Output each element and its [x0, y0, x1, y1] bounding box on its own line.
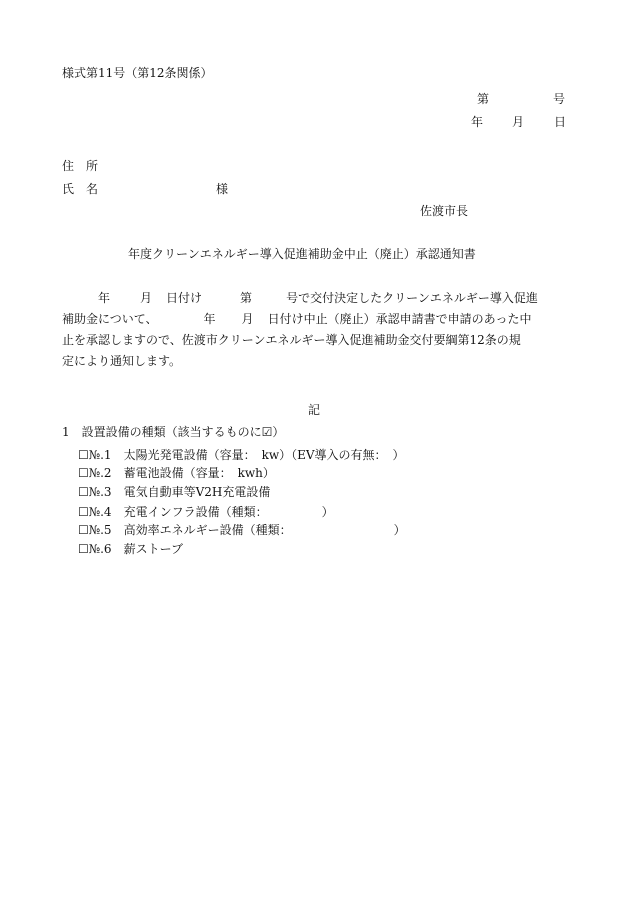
body-paragraph — [62, 288, 562, 372]
name-label: 氏 名 — [62, 182, 99, 196]
body-line-1: 年 月 日付け 第 号で交付決定したクリーンエネルギー導入促進 — [98, 291, 538, 305]
body-line-2: 補助金について、 年 月 日付け中止（廃止）承認申請書で申請のあった中 — [62, 312, 532, 326]
section-heading: 1 設置設備の種類（該当するものに☑） — [62, 425, 285, 439]
date-year: 年 — [471, 115, 484, 129]
doc-number-go: 号 — [553, 92, 566, 106]
body-line-4: 定により通知します。 — [62, 354, 182, 368]
equipment-item-4: ☐№.4 充電インフラ設備（種類： ） — [78, 505, 334, 519]
equipment-item-1: ☐№.1 太陽光発電設備（容量： kw）（EV導入の有無： ） — [78, 448, 405, 462]
equipment-item-5: ☐№.5 高効率エネルギー設備（種類： ） — [78, 523, 406, 537]
form-label: 様式第11号（第12条関係） — [62, 66, 213, 80]
checkbox-icon[interactable]: ☐ — [78, 523, 89, 537]
ki-label: 記 — [308, 403, 321, 417]
date-month: 月 — [512, 115, 525, 129]
issuer: 佐渡市長 — [420, 204, 469, 218]
body-line-3: 止を承認しますので、佐渡市クリーンエネルギー導入促進補助金交付要綱第12条の規 — [62, 333, 521, 347]
checkbox-icon[interactable]: ☐ — [78, 505, 89, 519]
equipment-item-2: ☐№.2 蓄電池設備（容量： kwh） — [78, 466, 275, 480]
doc-number-dai: 第 — [477, 92, 490, 106]
date-day: 日 — [554, 115, 567, 129]
checkbox-icon[interactable]: ☐ — [78, 448, 89, 462]
checkbox-icon[interactable]: ☐ — [78, 485, 89, 499]
checkbox-icon[interactable]: ☐ — [78, 466, 89, 480]
equipment-item-3: ☐№.3 電気自動車等V2H充電設備 — [78, 485, 271, 499]
address-label: 住 所 — [62, 159, 99, 173]
honorific: 様 — [216, 182, 229, 196]
checkbox-icon[interactable]: ☐ — [78, 542, 89, 556]
equipment-item-6: ☐№.6 薪ストーブ — [78, 542, 183, 556]
document-title: 年度クリーンエネルギー導入促進補助金中止（廃止）承認通知書 — [128, 247, 476, 261]
